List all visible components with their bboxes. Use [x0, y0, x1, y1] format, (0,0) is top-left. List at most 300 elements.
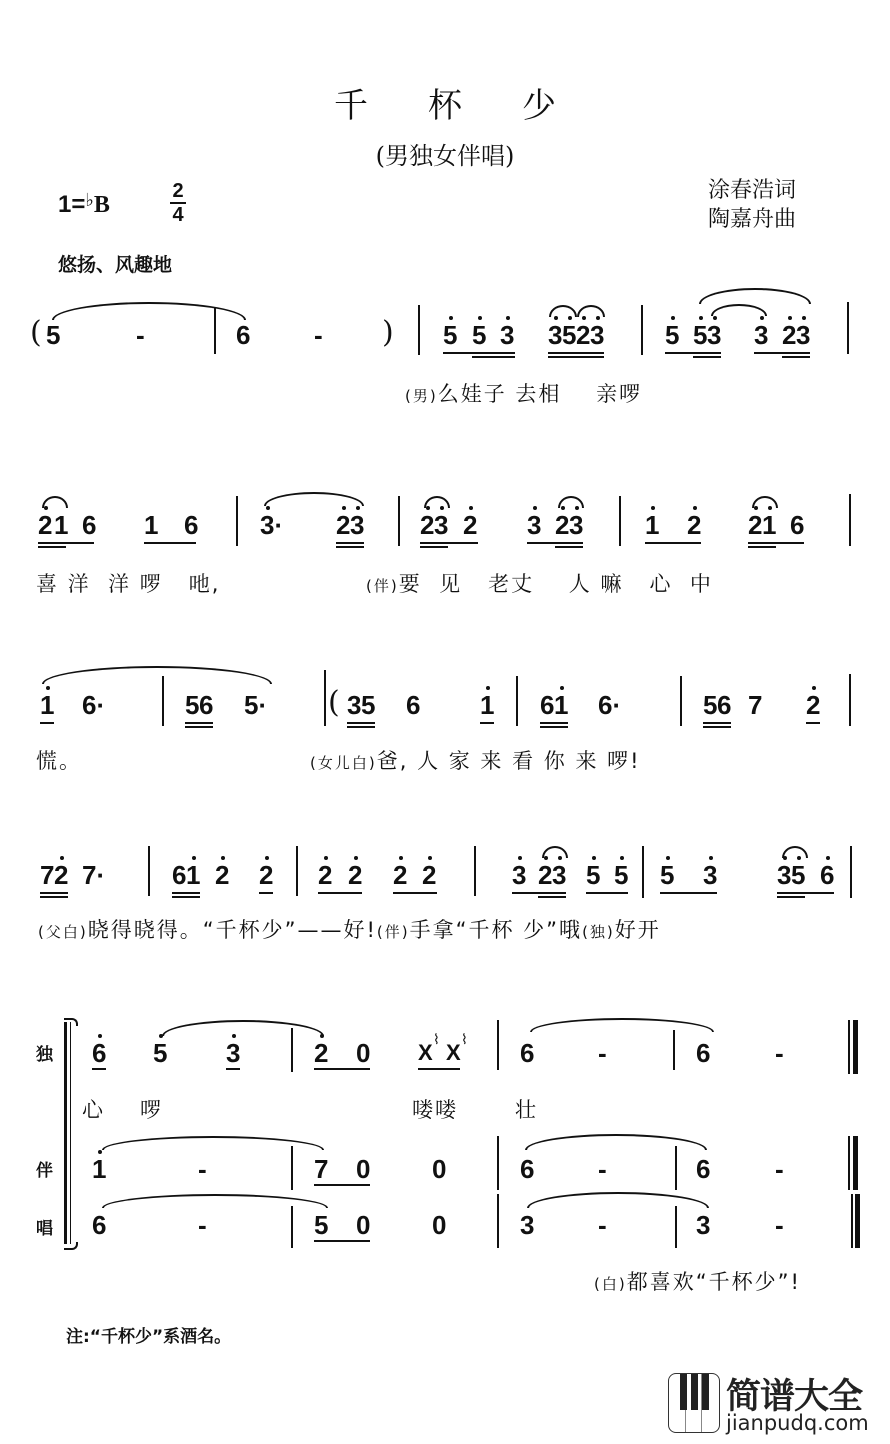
note: 1 [92, 1154, 107, 1184]
octave-dot [506, 316, 510, 320]
octave-dot [560, 686, 564, 690]
note: 6 [520, 1038, 535, 1068]
barline [148, 846, 150, 896]
octave-dot [320, 1034, 324, 1038]
lyric-text: 好开 [614, 918, 661, 942]
note: 1 [554, 690, 569, 720]
note: 7 [40, 860, 55, 890]
watermark-logo [668, 1373, 878, 1433]
barline [291, 1146, 293, 1190]
repeat-paren-close: ) [382, 315, 394, 350]
slur [549, 305, 577, 317]
underline [420, 546, 448, 548]
octave-dot [620, 856, 624, 860]
note: 6 [790, 510, 805, 540]
spoken-text: 都喜欢“千杯少”! [626, 1270, 801, 1294]
octave-dot [469, 506, 473, 510]
octave-dot [768, 506, 772, 510]
lyric: 喽喽 [412, 1098, 458, 1122]
note: 1 [144, 510, 159, 540]
underline [347, 722, 375, 724]
note: 2 [555, 510, 570, 540]
note: 5 [185, 690, 200, 720]
barline [214, 308, 216, 354]
voice-tag: (女儿白) [310, 754, 377, 772]
note: 3 [548, 320, 563, 350]
repeat-paren-open: ( [328, 685, 340, 720]
slur [699, 288, 811, 304]
lyric-line: 喜 洋 洋 啰 吔, [36, 572, 221, 596]
final-barline-thick [855, 1194, 860, 1248]
dash: - [775, 1154, 784, 1184]
lyric-text: 要 见 老丈 人 嘛 心 中 [398, 572, 713, 596]
underline [314, 1240, 370, 1242]
underline [754, 352, 810, 354]
octave-dot [575, 506, 579, 510]
repeat-paren-open: ( [30, 315, 42, 350]
note: 2 [215, 860, 230, 890]
voice-tag: (父白) [38, 923, 88, 941]
note-x: X [418, 1040, 433, 1065]
note: 2 [420, 510, 435, 540]
note: 3 [754, 320, 769, 350]
note: 6 [236, 320, 251, 350]
note: 3 [590, 320, 605, 350]
spoken-line [594, 1266, 801, 1296]
note: 5 [791, 860, 806, 890]
note: 3 [520, 1210, 535, 1240]
note: 2 [538, 860, 553, 890]
final-barline-thick [853, 1136, 858, 1190]
note: 5 [361, 690, 376, 720]
note: 7· [82, 860, 106, 890]
note: 2 [576, 320, 591, 350]
lyric: 啰 [140, 1098, 163, 1122]
octave-dot [478, 316, 482, 320]
barline [675, 1146, 677, 1190]
underline [782, 356, 810, 358]
note: 1 [762, 510, 777, 540]
note: 0 [356, 1154, 371, 1184]
note: 1 [645, 510, 660, 540]
note-x: X [446, 1040, 461, 1065]
underline [693, 356, 721, 358]
time-sig-bottom: 4 [172, 204, 184, 226]
voice-tag: (伴) [366, 577, 399, 595]
underline [185, 726, 213, 728]
underline [172, 892, 200, 894]
octave-dot [221, 856, 225, 860]
dash: - [314, 320, 323, 350]
octave-dot [428, 856, 432, 860]
underline [40, 722, 54, 724]
octave-dot [561, 506, 565, 510]
underline [472, 356, 515, 358]
dash: - [598, 1210, 607, 1240]
octave-dot [699, 316, 703, 320]
barline [516, 676, 518, 726]
note: 5 [614, 860, 629, 890]
piano-keys-icon [668, 1373, 720, 1433]
time-sig-top: 2 [172, 180, 184, 202]
note: 2 [38, 510, 53, 540]
note: 3 [777, 860, 792, 890]
bracket-top [64, 1018, 78, 1026]
barline [291, 1028, 293, 1072]
note: 3 [347, 690, 362, 720]
dash: - [198, 1154, 207, 1184]
note: 6 [82, 510, 97, 540]
octave-dot [651, 506, 655, 510]
note: 5 [586, 860, 601, 890]
underline [38, 542, 94, 544]
octave-dot [783, 856, 787, 860]
barline [673, 1030, 675, 1070]
slur [264, 492, 364, 506]
lyric-line [38, 914, 661, 944]
octave-dot [582, 316, 586, 320]
note: 2 [748, 510, 763, 540]
octave-dot [788, 316, 792, 320]
octave-dot [232, 1034, 236, 1038]
note: 5· [244, 690, 268, 720]
octave-dot [449, 316, 453, 320]
note: 5 [46, 320, 61, 350]
dash: - [775, 1210, 784, 1240]
note: 5 [153, 1038, 168, 1068]
octave-dot [266, 506, 270, 510]
slur [52, 302, 246, 320]
octave-dot [812, 686, 816, 690]
note: 5 [562, 320, 577, 350]
key-signature [58, 190, 110, 219]
lyric-text: 晓得晓得。“千杯少”——好! [87, 918, 377, 942]
octave-dot [797, 856, 801, 860]
note: 2 [463, 510, 478, 540]
song-subtitle: (男独女伴唱) [375, 142, 515, 170]
note: 0 [356, 1038, 371, 1068]
underline [92, 1068, 106, 1070]
lyricist: 涂春浩词 [708, 178, 797, 203]
lyric-text: 么娃子 去相 亲啰 [437, 382, 643, 406]
octave-dot [754, 506, 758, 510]
watermark-name: 简谱大全 [726, 1377, 863, 1417]
underline [748, 546, 776, 548]
slur [162, 1020, 324, 1036]
underline [540, 726, 568, 728]
footnote: 注:“千杯少”系酒名。 [66, 1327, 232, 1347]
barline [398, 496, 400, 546]
octave-dot [666, 856, 670, 860]
underline [40, 892, 68, 894]
underline [512, 892, 566, 894]
note: 6 [199, 690, 214, 720]
barline [850, 846, 852, 898]
barline [497, 1020, 499, 1070]
note: 7 [314, 1154, 329, 1184]
underline [527, 542, 583, 544]
note: 6 [540, 690, 555, 720]
barline [847, 302, 849, 354]
octave-dot [544, 856, 548, 860]
note: 3 [512, 860, 527, 890]
underline [586, 892, 628, 894]
note: 3 [500, 320, 515, 350]
final-barline-thin [851, 1194, 853, 1248]
note: 3 [350, 510, 365, 540]
tempo-marking: 悠扬、风趣地 [58, 254, 173, 276]
octave-dot [760, 316, 764, 320]
note: 5 [443, 320, 458, 350]
underline [538, 896, 566, 898]
octave-dot [356, 506, 360, 510]
barline [642, 846, 644, 898]
system-bracket [70, 1022, 71, 1244]
lyric-text: 手拿“千杯 少”哦 [409, 918, 583, 942]
key-prefix: 1= [58, 191, 86, 218]
underline [806, 722, 820, 724]
note: 5 [703, 690, 718, 720]
underline [314, 1184, 370, 1186]
underline [314, 1068, 370, 1070]
underline [336, 542, 364, 544]
barline [675, 1206, 677, 1248]
note: 6 [172, 860, 187, 890]
note: 5 [660, 860, 675, 890]
octave-dot [265, 856, 269, 860]
lyric-line [310, 745, 641, 775]
octave-dot [592, 856, 596, 860]
octave-dot [671, 316, 675, 320]
octave-dot [713, 316, 717, 320]
underline [548, 352, 604, 354]
underline [347, 726, 375, 728]
underline [748, 542, 804, 544]
octave-dot [533, 506, 537, 510]
note: 2 [393, 860, 408, 890]
barline [497, 1136, 499, 1190]
note: 1 [480, 690, 495, 720]
note: 2 [806, 690, 821, 720]
lyric-line: 慌。 [36, 749, 82, 773]
note: 3 [527, 510, 542, 540]
octave-dot [324, 856, 328, 860]
note: 3 [696, 1210, 711, 1240]
slur [530, 1018, 714, 1032]
note: 6 [184, 510, 199, 540]
final-barline-thin [848, 1136, 850, 1190]
voice-tag: (伴) [376, 923, 410, 941]
barline [641, 305, 643, 355]
octave-dot [486, 686, 490, 690]
slur [525, 1134, 707, 1150]
underline [777, 892, 834, 894]
underline [226, 1068, 240, 1070]
note: 5 [472, 320, 487, 350]
underline [665, 352, 721, 354]
note: 3 [707, 320, 722, 350]
note: 2 [782, 320, 797, 350]
note: 3· [260, 510, 284, 540]
underline [660, 892, 717, 894]
underline [703, 726, 731, 728]
underline [443, 352, 515, 354]
underline [144, 542, 196, 544]
voice-label-chorus: 唱 [36, 1219, 53, 1239]
underline [38, 546, 66, 548]
lyric: 心 [82, 1098, 105, 1122]
barline [291, 1206, 293, 1248]
note: 2 [54, 860, 69, 890]
key-tonic: B [93, 192, 110, 218]
slur [42, 666, 272, 684]
underline [540, 722, 568, 724]
slur [527, 1192, 709, 1208]
octave-dot [60, 856, 64, 860]
lyric-text: 爸, 人 家 来 看 你 来 啰! [376, 749, 641, 773]
final-barline-thin [848, 1020, 850, 1074]
song-title: 千杯少 [334, 86, 616, 126]
note: 2 [348, 860, 363, 890]
octave-dot [802, 316, 806, 320]
underline [418, 1068, 460, 1070]
barline [474, 846, 476, 896]
octave-dot [693, 506, 697, 510]
note: 5 [693, 320, 708, 350]
octave-dot [354, 856, 358, 860]
note: 3 [552, 860, 567, 890]
system-bracket [64, 1022, 67, 1244]
barline [619, 496, 621, 546]
glissando-mark: ⌇ [461, 1032, 468, 1048]
note: 5 [314, 1210, 329, 1240]
underline [259, 892, 273, 894]
note: 2 [259, 860, 274, 890]
note: 6 [406, 690, 421, 720]
underline [318, 892, 362, 894]
barline [324, 670, 326, 726]
octave-dot [518, 856, 522, 860]
octave-dot [44, 506, 48, 510]
slur [577, 305, 605, 317]
note: 3 [569, 510, 584, 540]
note: 0 [432, 1154, 447, 1184]
dash: - [598, 1038, 607, 1068]
voice-tag: (白) [594, 1275, 627, 1293]
dash: - [136, 320, 145, 350]
underline [393, 892, 437, 894]
barline [849, 674, 851, 726]
note: 3 [703, 860, 718, 890]
note: 2 [314, 1038, 329, 1068]
octave-dot [342, 506, 346, 510]
octave-dot [568, 316, 572, 320]
octave-dot [159, 1034, 163, 1038]
octave-dot [46, 686, 50, 690]
octave-dot [192, 856, 196, 860]
note: 2 [336, 510, 351, 540]
note: 2 [318, 860, 333, 890]
lyric-line [405, 378, 642, 408]
note: 3 [434, 510, 449, 540]
octave-dot [709, 856, 713, 860]
barline [849, 494, 851, 546]
underline [777, 896, 805, 898]
barline [680, 676, 682, 726]
note: 1 [54, 510, 69, 540]
note: 6 [520, 1154, 535, 1184]
bracket-bottom [64, 1242, 78, 1250]
note: 6· [82, 690, 106, 720]
voice-label-chorus: 伴 [36, 1161, 53, 1181]
note: 5 [665, 320, 680, 350]
underline [420, 542, 478, 544]
voice-tag: (男) [405, 387, 438, 405]
lyric-line [366, 568, 713, 598]
note: 6 [717, 690, 732, 720]
time-signature [170, 180, 186, 226]
slur [102, 1194, 328, 1208]
octave-dot [426, 506, 430, 510]
composer: 陶嘉舟曲 [708, 207, 797, 232]
note: 6 [696, 1154, 711, 1184]
note: 6 [92, 1210, 107, 1240]
underline [185, 722, 213, 724]
underline [336, 546, 364, 548]
note: 3 [226, 1038, 241, 1068]
underline [172, 896, 200, 898]
note: 1 [186, 860, 201, 890]
octave-dot [399, 856, 403, 860]
octave-dot [98, 1150, 102, 1154]
note: 6 [696, 1038, 711, 1068]
underline [40, 896, 68, 898]
underline [645, 542, 701, 544]
dash: - [775, 1038, 784, 1068]
underline [480, 722, 494, 724]
lyric: 壮 [515, 1098, 538, 1122]
octave-dot [826, 856, 830, 860]
note: 3 [796, 320, 811, 350]
note: 6 [92, 1038, 107, 1068]
underline [703, 722, 731, 724]
dash: - [598, 1154, 607, 1184]
note: 0 [356, 1210, 371, 1240]
underline [548, 356, 604, 358]
barline [497, 1194, 499, 1248]
voice-label-solo: 独 [36, 1045, 53, 1065]
note: 2 [687, 510, 702, 540]
octave-dot [554, 316, 558, 320]
barline [236, 496, 238, 546]
watermark-url: jianpudq.com [726, 1411, 869, 1435]
flat-icon: ♭ [85, 190, 94, 210]
note: 6· [598, 690, 622, 720]
octave-dot [440, 506, 444, 510]
dash: - [198, 1210, 207, 1240]
note: 6 [820, 860, 835, 890]
note: 7 [748, 690, 763, 720]
octave-dot [98, 1034, 102, 1038]
slur [711, 304, 767, 316]
final-barline-thick [853, 1020, 858, 1074]
credits [708, 176, 796, 234]
note: 2 [422, 860, 437, 890]
octave-dot [558, 856, 562, 860]
barline [162, 676, 164, 726]
underline [555, 546, 583, 548]
note: 0 [432, 1210, 447, 1240]
